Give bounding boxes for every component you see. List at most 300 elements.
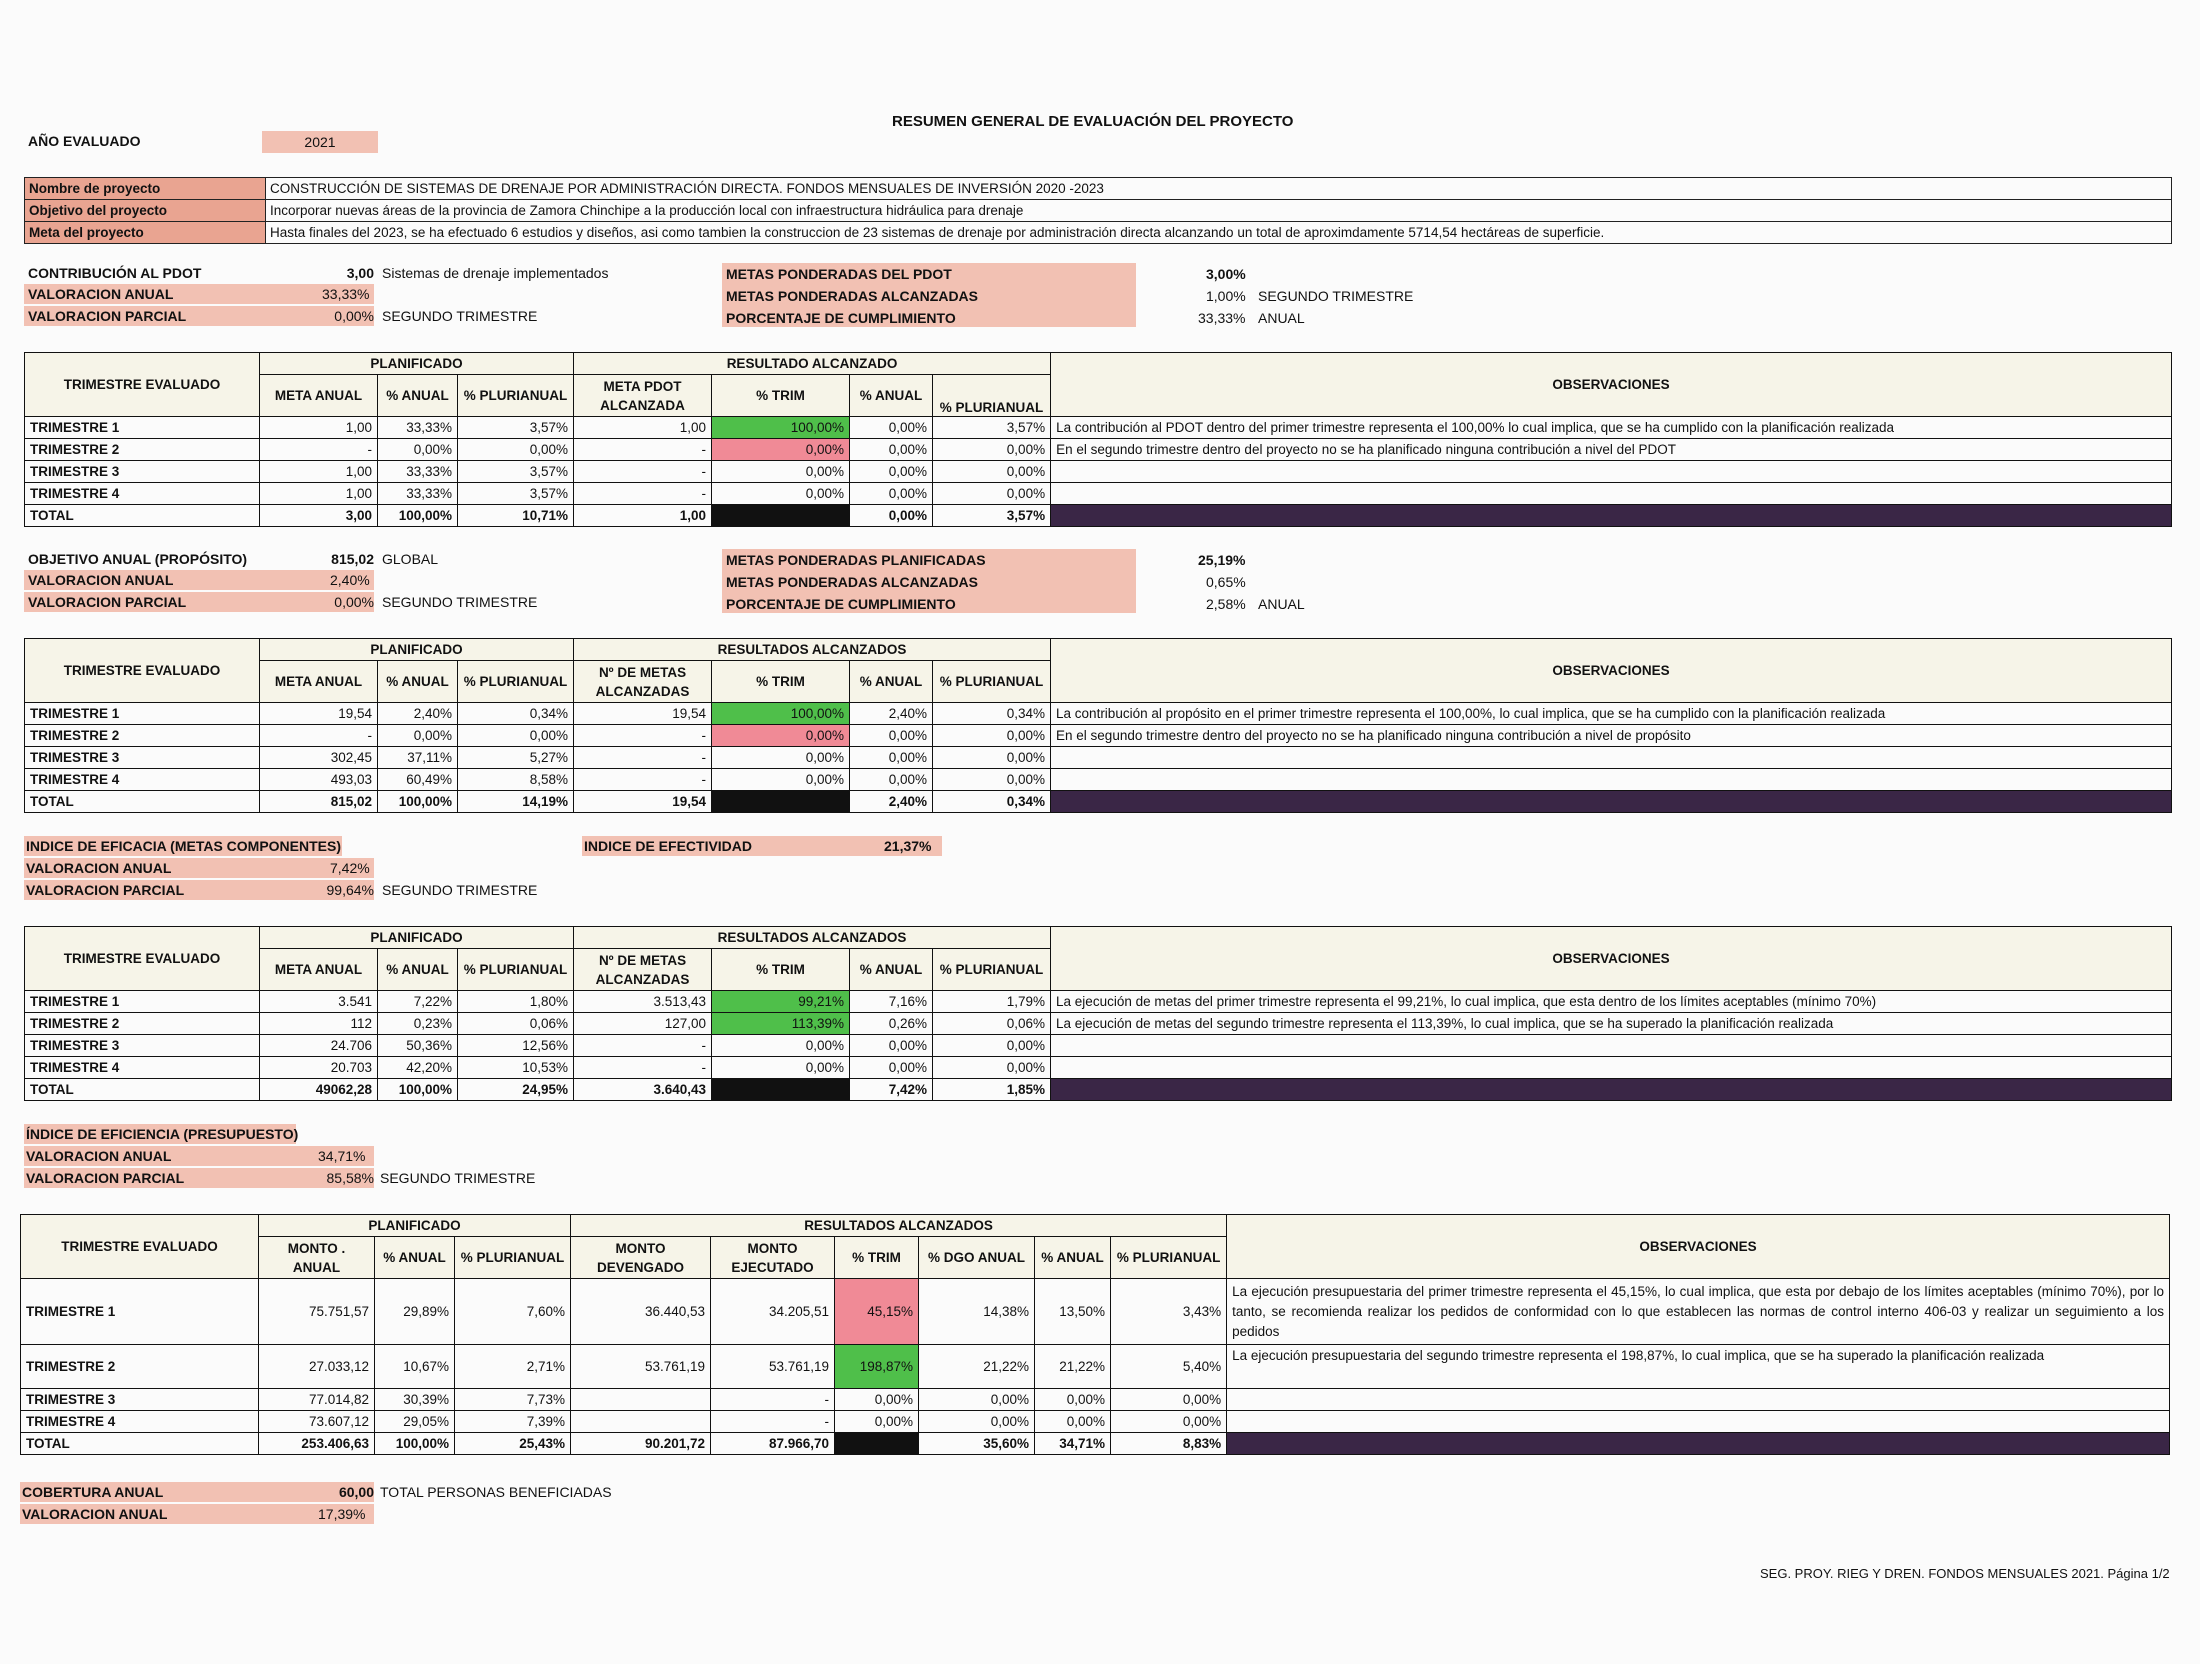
objetivo-anual-label: VALORACION ANUAL	[28, 572, 174, 588]
pct-plurianual-cell: 7,60%	[455, 1279, 571, 1345]
project-objective-row	[25, 200, 2172, 222]
pct-plurianual-res-cell: 5,40%	[1111, 1345, 1227, 1389]
pct-anual-res-cell: 0,00%	[1035, 1389, 1111, 1411]
pct-trim-cell: 0,00%	[712, 483, 850, 505]
pct-anual-res-header: % ANUAL	[850, 661, 933, 703]
pct-plurianual-cell: 7,39%	[455, 1411, 571, 1433]
monto-ejecutado-cell: 87.966,70	[711, 1433, 835, 1455]
pct-anual-res-cell: 7,16%	[850, 991, 933, 1013]
meta-anual-cell: 3,00	[260, 505, 378, 527]
observacion-cell	[1051, 461, 2172, 483]
pct-anual-res-cell: 21,22%	[1035, 1345, 1111, 1389]
observacion-cell	[1051, 747, 2172, 769]
eficacia-anual-label: VALORACION ANUAL	[26, 860, 172, 876]
table-row	[25, 725, 2172, 747]
presupuesto-table-body	[21, 1279, 2170, 1455]
resultados-header: RESULTADOS ALCANZADOS	[571, 1215, 1227, 1237]
pct-plurianual-res-cell: 0,00%	[933, 1035, 1051, 1057]
efectividad-label: INDICE DE EFECTIVIDAD	[584, 838, 753, 854]
planificado-header: PLANIFICADO	[260, 353, 574, 375]
pct-anual-res-header: % ANUAL	[850, 375, 933, 417]
meta-alcanzada-cell: 19,54	[574, 791, 712, 813]
n-metas-header: Nº DE METAS ALCANZADAS	[574, 949, 712, 991]
pct-trim-cell: 0,00%	[712, 439, 850, 461]
planificado-header: PLANIFICADO	[259, 1215, 571, 1237]
pct-anual-cell: 60,49%	[378, 769, 458, 791]
pct-plurianual-res-header: % PLURIANUAL	[933, 949, 1051, 991]
monto-ejecutado-header: MONTO EJECUTADO	[711, 1237, 835, 1279]
objetivo-sub: GLOBAL	[382, 551, 439, 567]
objetivo-alcanzadas-value: 0,65%	[1206, 574, 1246, 590]
pct-dgo-cell: 35,60%	[919, 1433, 1035, 1455]
pct-trim-cell: 113,39%	[712, 1013, 850, 1035]
planificado-header: PLANIFICADO	[260, 927, 574, 949]
pct-anual-cell: 0,00%	[378, 725, 458, 747]
monto-anual-header: MONTO . ANUAL	[259, 1237, 375, 1279]
observacion-cell: La contribución al propósito en el primer trimestre representa el 100,00%, lo cual implica, que se ha cumplido con la planificación realizada	[1051, 703, 2172, 725]
trimestre-cell: TRIMESTRE 1	[25, 991, 260, 1013]
pct-trim-cell	[835, 1433, 919, 1455]
pct-trim-cell: 0,00%	[835, 1389, 919, 1411]
objetivo-label: OBJETIVO ANUAL (PROPÓSITO)	[28, 551, 248, 567]
pct-dgo-cell: 14,38%	[919, 1279, 1035, 1345]
trimestre-cell: TRIMESTRE 2	[25, 439, 260, 461]
pct-plurianual-res-cell: 0,00%	[933, 439, 1051, 461]
project-name-key: Nombre de proyecto	[25, 178, 266, 200]
pdot-cumplimiento-label: PORCENTAJE DE CUMPLIMIENTO	[726, 310, 956, 326]
observacion-cell: En el segundo trimestre dentro del proyecto no se ha planificado ninguna contribución a nivel de propósito	[1051, 725, 2172, 747]
pct-plurianual-cell: 0,06%	[458, 1013, 574, 1035]
metas-componentes-table	[24, 926, 2172, 1101]
meta-alcanzada-cell: 3.640,43	[574, 1079, 712, 1101]
table-row	[25, 439, 2172, 461]
pct-anual-cell: 33,33%	[378, 417, 458, 439]
pct-trim-cell	[712, 1079, 850, 1101]
trimestre-cell: TRIMESTRE 1	[25, 417, 260, 439]
meta-pdot-header: META PDOT ALCANZADA	[574, 375, 712, 417]
pct-plurianual-res-cell: 0,06%	[933, 1013, 1051, 1035]
cobertura-sub: TOTAL PERSONAS BENEFICIADAS	[380, 1484, 612, 1500]
pct-trim-cell: 99,21%	[712, 991, 850, 1013]
trimestre-header: TRIMESTRE EVALUADO	[21, 1215, 259, 1279]
pct-plurianual-res-cell: 0,00%	[933, 461, 1051, 483]
pct-plurianual-res-cell: 0,00%	[933, 483, 1051, 505]
pct-anual-cell: 29,89%	[375, 1279, 455, 1345]
trimestre-header: TRIMESTRE EVALUADO	[25, 353, 260, 417]
pct-anual-res-cell: 2,40%	[850, 703, 933, 725]
pct-plurianual-cell: 3,57%	[458, 483, 574, 505]
eficiencia-anual-label: VALORACION ANUAL	[26, 1148, 172, 1164]
pct-anual-cell: 50,36%	[378, 1035, 458, 1057]
pct-trim-header: % TRIM	[712, 949, 850, 991]
objetivo-cumplimiento-value: 2,58%	[1206, 596, 1246, 612]
observaciones-header: OBSERVACIONES	[1227, 1215, 2170, 1279]
eficacia-parcial-value: 99,64%	[326, 882, 374, 898]
pct-dgo-cell: 0,00%	[919, 1389, 1035, 1411]
meta-anual-cell: 112	[260, 1013, 378, 1035]
pct-anual-res-header: % ANUAL	[1035, 1237, 1111, 1279]
monto-anual-cell: 253.406,63	[259, 1433, 375, 1455]
total-row	[25, 505, 2172, 527]
pct-anual-cell: 7,22%	[378, 991, 458, 1013]
meta-anual-cell: 19,54	[260, 703, 378, 725]
observacion-cell: La ejecución presupuestaria del primer trimestre representa el 45,15%, lo cual implica, que esta por debajo de los límites aceptables (mínimo 70%), por lo tanto, se recomienda realizar los pedidos de conformidad con lo que establecen las normas de control interno 406-03 y realizar un seguimiento a los pedidos	[1227, 1279, 2170, 1345]
observacion-cell: La ejecución de metas del primer trimestre representa el 99,21%, lo cual implica, que esta dentro de los límites aceptables (mínimo 70%)	[1051, 991, 2172, 1013]
pct-plurianual-cell: 10,71%	[458, 505, 574, 527]
pct-trim-cell	[712, 505, 850, 527]
meta-anual-cell: 3.541	[260, 991, 378, 1013]
observacion-cell	[1227, 1389, 2170, 1411]
trimestre-cell: TOTAL	[21, 1433, 259, 1455]
trimestre-cell: TRIMESTRE 1	[25, 703, 260, 725]
meta-anual-header: META ANUAL	[260, 375, 378, 417]
table-row	[21, 1411, 2170, 1433]
meta-anual-header: META ANUAL	[260, 949, 378, 991]
pct-plurianual-res-header: % PLURIANUAL	[933, 375, 1051, 417]
pdot-metas-label: METAS PONDERADAS DEL PDOT	[726, 266, 952, 282]
pct-plurianual-cell: 8,58%	[458, 769, 574, 791]
pdot-alcanzadas-sub: SEGUNDO TRIMESTRE	[1258, 288, 1414, 304]
pct-trim-cell: 0,00%	[712, 769, 850, 791]
pct-plurianual-res-cell: 0,34%	[933, 791, 1051, 813]
page-footer: SEG. PROY. RIEG Y DREN. FONDOS MENSUALES 2021. Página 1/2	[1760, 1566, 2170, 1581]
pct-trim-cell: 0,00%	[712, 725, 850, 747]
trimestre-cell: TOTAL	[25, 1079, 260, 1101]
project-name-value: CONSTRUCCIÓN DE SISTEMAS DE DRENAJE POR ADMINISTRACIÓN DIRECTA. FONDOS MENSUALES DE INVERSIÓN 2020 -2023	[266, 178, 2172, 200]
n-metas-header: Nº DE METAS ALCANZADAS	[574, 661, 712, 703]
pct-plurianual-cell: 14,19%	[458, 791, 574, 813]
pct-anual-res-cell: 34,71%	[1035, 1433, 1111, 1455]
meta-anual-cell: 24.706	[260, 1035, 378, 1057]
cobertura-anual-value: 17,39%	[318, 1506, 366, 1522]
objetivo-cumplimiento-label: PORCENTAJE DE CUMPLIMIENTO	[726, 596, 956, 612]
pct-plurianual-cell: 25,43%	[455, 1433, 571, 1455]
pct-anual-cell: 100,00%	[375, 1433, 455, 1455]
table-row	[21, 1345, 2170, 1389]
eficiencia-parcial-sub: SEGUNDO TRIMESTRE	[380, 1170, 536, 1186]
eficacia-anual-value: 7,42%	[330, 860, 370, 876]
monto-ejecutado-cell: 53.761,19	[711, 1345, 835, 1389]
pct-trim-cell: 45,15%	[835, 1279, 919, 1345]
proposito-table	[24, 638, 2172, 813]
pct-anual-cell: 29,05%	[375, 1411, 455, 1433]
meta-alcanzada-cell: 127,00	[574, 1013, 712, 1035]
objetivo-value: 815,02	[331, 551, 374, 567]
table-row	[25, 483, 2172, 505]
monto-devengado-cell	[571, 1389, 711, 1411]
observacion-cell	[1051, 505, 2172, 527]
eficacia-parcial-sub: SEGUNDO TRIMESTRE	[382, 882, 538, 898]
pct-plurianual-res-cell: 8,83%	[1111, 1433, 1227, 1455]
pct-anual-cell: 33,33%	[378, 461, 458, 483]
trimestre-header: TRIMESTRE EVALUADO	[25, 639, 260, 703]
page-title: RESUMEN GENERAL DE EVALUACIÓN DEL PROYECTO	[892, 113, 1294, 130]
pct-anual-res-cell: 0,00%	[850, 725, 933, 747]
pdot-value: 3,00	[346, 265, 374, 281]
pdot-table-body	[25, 417, 2172, 527]
meta-alcanzada-cell: 19,54	[574, 703, 712, 725]
table-row	[25, 417, 2172, 439]
meta-anual-cell: -	[260, 439, 378, 461]
pct-plurianual-cell: 10,53%	[458, 1057, 574, 1079]
pct-plurianual-res-cell: 3,57%	[933, 505, 1051, 527]
meta-alcanzada-cell: -	[574, 769, 712, 791]
pct-plurianual-res-cell: 0,00%	[1111, 1389, 1227, 1411]
pct-anual-res-cell: 0,00%	[850, 483, 933, 505]
trimestre-cell: TOTAL	[25, 505, 260, 527]
pct-anual-res-cell: 0,00%	[850, 769, 933, 791]
pct-plurianual-res-cell: 0,00%	[933, 769, 1051, 791]
pct-trim-cell: 0,00%	[712, 461, 850, 483]
pct-plurianual-res-header: % PLURIANUAL	[933, 661, 1051, 703]
resultado-header: RESULTADO ALCANZADO	[574, 353, 1051, 375]
pct-plurianual-res-header: % PLURIANUAL	[1111, 1237, 1227, 1279]
total-row	[25, 1079, 2172, 1101]
observacion-cell: La ejecución presupuestaria del segundo trimestre representa el 198,87%, lo cual implica, que se ha superado la planificación realizada	[1227, 1345, 2170, 1389]
pdot-parcial-label: VALORACION PARCIAL	[28, 308, 187, 324]
meta-anual-cell: 1,00	[260, 483, 378, 505]
objetivo-parcial-sub: SEGUNDO TRIMESTRE	[382, 594, 538, 610]
pct-anual-res-cell: 0,00%	[850, 747, 933, 769]
pdot-anual-value: 33,33%	[322, 286, 370, 302]
pct-plurianual-cell: 2,71%	[455, 1345, 571, 1389]
monto-anual-cell: 27.033,12	[259, 1345, 375, 1389]
monto-devengado-cell: 90.201,72	[571, 1433, 711, 1455]
pct-trim-cell: 0,00%	[835, 1411, 919, 1433]
pct-anual-res-cell: 0,00%	[1035, 1411, 1111, 1433]
trimestre-cell: TRIMESTRE 4	[25, 769, 260, 791]
observaciones-header: OBSERVACIONES	[1051, 927, 2172, 991]
observacion-cell	[1051, 1057, 2172, 1079]
pct-anual-res-cell: 0,00%	[850, 417, 933, 439]
eficacia-label: INDICE DE EFICACIA (METAS COMPONENTES)	[26, 838, 342, 854]
table-row	[25, 747, 2172, 769]
observacion-cell	[1051, 791, 2172, 813]
observacion-cell	[1051, 769, 2172, 791]
observacion-cell	[1227, 1433, 2170, 1455]
trimestre-header: TRIMESTRE EVALUADO	[25, 927, 260, 991]
pct-anual-cell: 37,11%	[378, 747, 458, 769]
pdot-alcanzadas-value: 1,00%	[1206, 288, 1246, 304]
pct-plurianual-header: % PLURIANUAL	[458, 661, 574, 703]
table-row	[25, 1057, 2172, 1079]
pct-anual-cell: 2,40%	[378, 703, 458, 725]
project-name-row	[25, 178, 2172, 200]
meta-alcanzada-cell: 3.513,43	[574, 991, 712, 1013]
project-goal-row	[25, 222, 2172, 244]
anio-label: AÑO EVALUADO	[28, 133, 141, 149]
meta-alcanzada-cell: 1,00	[574, 417, 712, 439]
pct-plurianual-cell: 3,57%	[458, 417, 574, 439]
anio-value: 2021	[262, 131, 378, 153]
monto-devengado-header: MONTO DEVENGADO	[571, 1237, 711, 1279]
observacion-cell	[1227, 1411, 2170, 1433]
eficiencia-parcial-value: 85,58%	[326, 1170, 374, 1186]
pct-anual-cell: 33,33%	[378, 483, 458, 505]
pct-trim-cell: 198,87%	[835, 1345, 919, 1389]
monto-devengado-cell: 53.761,19	[571, 1345, 711, 1389]
pct-plurianual-cell: 24,95%	[458, 1079, 574, 1101]
pct-trim-cell: 100,00%	[712, 703, 850, 725]
objetivo-cumplimiento-sub: ANUAL	[1258, 596, 1305, 612]
meta-anual-cell: 49062,28	[260, 1079, 378, 1101]
monto-ejecutado-cell: -	[711, 1389, 835, 1411]
objetivo-planificadas-label: METAS PONDERADAS PLANIFICADAS	[726, 552, 986, 568]
table-row	[25, 461, 2172, 483]
meta-anual-cell: 302,45	[260, 747, 378, 769]
pct-plurianual-header: % PLURIANUAL	[458, 949, 574, 991]
pdot-cumplimiento-value: 33,33%	[1198, 310, 1246, 326]
pct-anual-res-cell: 0,00%	[850, 439, 933, 461]
pdot-table	[24, 352, 2172, 527]
pdot-sub: Sistemas de drenaje implementados	[382, 265, 609, 281]
project-objective-value: Incorporar nuevas áreas de la provincia de Zamora Chinchipe a la producción local con infraestructura hidráulica para drenaje	[266, 200, 2172, 222]
monto-devengado-cell: 36.440,53	[571, 1279, 711, 1345]
table-row	[25, 703, 2172, 725]
pct-anual-header: % ANUAL	[375, 1237, 455, 1279]
trimestre-cell: TRIMESTRE 1	[21, 1279, 259, 1345]
meta-alcanzada-cell: -	[574, 439, 712, 461]
meta-alcanzada-cell: -	[574, 461, 712, 483]
observaciones-header: OBSERVACIONES	[1051, 639, 2172, 703]
pct-anual-header: % ANUAL	[378, 661, 458, 703]
table-row	[21, 1279, 2170, 1345]
cobertura-anual-label: VALORACION ANUAL	[22, 1506, 168, 1522]
objetivo-anual-value: 2,40%	[330, 572, 370, 588]
monto-anual-cell: 73.607,12	[259, 1411, 375, 1433]
trimestre-cell: TRIMESTRE 4	[25, 1057, 260, 1079]
meta-anual-cell: 815,02	[260, 791, 378, 813]
resultados-header: RESULTADOS ALCANZADOS	[574, 927, 1051, 949]
trimestre-cell: TRIMESTRE 4	[21, 1411, 259, 1433]
pdot-parcial-sub: SEGUNDO TRIMESTRE	[382, 308, 538, 324]
pct-trim-header: % TRIM	[712, 661, 850, 703]
resultados-header: RESULTADOS ALCANZADOS	[574, 639, 1051, 661]
observacion-cell	[1051, 483, 2172, 505]
monto-anual-cell: 77.014,82	[259, 1389, 375, 1411]
pct-plurianual-cell: 1,80%	[458, 991, 574, 1013]
pct-plurianual-cell: 5,27%	[458, 747, 574, 769]
pct-anual-cell: 100,00%	[378, 1079, 458, 1101]
observacion-cell	[1051, 1035, 2172, 1057]
trimestre-cell: TRIMESTRE 4	[25, 483, 260, 505]
meta-anual-cell: 20.703	[260, 1057, 378, 1079]
pct-dgo-cell: 0,00%	[919, 1411, 1035, 1433]
metas-componentes-table-body	[25, 991, 2172, 1101]
pct-trim-header: % TRIM	[712, 375, 850, 417]
pct-anual-header: % ANUAL	[378, 375, 458, 417]
observaciones-header: OBSERVACIONES	[1051, 353, 2172, 417]
table-row	[25, 1035, 2172, 1057]
pct-trim-header: % TRIM	[835, 1237, 919, 1279]
monto-ejecutado-cell: 34.205,51	[711, 1279, 835, 1345]
pct-plurianual-cell: 3,57%	[458, 461, 574, 483]
pct-anual-res-header: % ANUAL	[850, 949, 933, 991]
proposito-table-body	[25, 703, 2172, 813]
monto-anual-cell: 75.751,57	[259, 1279, 375, 1345]
pct-anual-cell: 42,20%	[378, 1057, 458, 1079]
meta-anual-cell: -	[260, 725, 378, 747]
pct-anual-cell: 0,00%	[378, 439, 458, 461]
pdot-anual-label: VALORACION ANUAL	[28, 286, 174, 302]
observacion-cell	[1051, 1079, 2172, 1101]
pct-plurianual-res-cell: 0,00%	[933, 747, 1051, 769]
project-goal-value: Hasta finales del 2023, se ha efectuado 6 estudios y diseños, asi como tambien la construccion de 23 sistemas de drenaje por administración directa alcanzando un total de aproximdamente 5714,54 hectáreas de superficie.	[266, 222, 2172, 244]
presupuesto-table	[20, 1214, 2170, 1455]
objetivo-parcial-label: VALORACION PARCIAL	[28, 594, 187, 610]
project-info-table	[24, 177, 2172, 244]
pct-anual-res-cell: 0,00%	[850, 1035, 933, 1057]
monto-ejecutado-cell: -	[711, 1411, 835, 1433]
trimestre-cell: TRIMESTRE 2	[25, 725, 260, 747]
objetivo-planificadas-value: 25,19%	[1198, 552, 1246, 568]
meta-anual-header: META ANUAL	[260, 661, 378, 703]
pct-plurianual-header: % PLURIANUAL	[455, 1237, 571, 1279]
pct-anual-res-cell: 0,00%	[850, 505, 933, 527]
pdot-cumplimiento-sub: ANUAL	[1258, 310, 1305, 326]
table-row	[25, 1013, 2172, 1035]
meta-anual-cell: 1,00	[260, 461, 378, 483]
efectividad-value: 21,37%	[884, 838, 932, 854]
eficacia-parcial-label: VALORACION PARCIAL	[26, 882, 185, 898]
meta-alcanzada-cell: 1,00	[574, 505, 712, 527]
trimestre-cell: TRIMESTRE 2	[25, 1013, 260, 1035]
cobertura-value: 60,00	[338, 1484, 374, 1500]
table-row	[25, 991, 2172, 1013]
pct-plurianual-cell: 12,56%	[458, 1035, 574, 1057]
trimestre-cell: TRIMESTRE 2	[21, 1345, 259, 1389]
project-goal-key: Meta del proyecto	[25, 222, 266, 244]
pct-plurianual-res-cell: 3,43%	[1111, 1279, 1227, 1345]
pct-anual-cell: 100,00%	[378, 791, 458, 813]
trimestre-cell: TRIMESTRE 3	[25, 1035, 260, 1057]
objetivo-alcanzadas-label: METAS PONDERADAS ALCANZADAS	[726, 574, 978, 590]
pct-anual-res-cell: 0,26%	[850, 1013, 933, 1035]
monto-devengado-cell	[571, 1411, 711, 1433]
pct-plurianual-res-cell: 3,57%	[933, 417, 1051, 439]
planificado-header: PLANIFICADO	[260, 639, 574, 661]
pct-trim-cell	[712, 791, 850, 813]
meta-alcanzada-cell: -	[574, 1057, 712, 1079]
pct-trim-cell: 0,00%	[712, 747, 850, 769]
pct-plurianual-header: % PLURIANUAL	[458, 375, 574, 417]
pct-anual-cell: 100,00%	[378, 505, 458, 527]
pct-trim-cell: 0,00%	[712, 1035, 850, 1057]
pct-plurianual-res-cell: 0,00%	[933, 725, 1051, 747]
meta-anual-cell: 493,03	[260, 769, 378, 791]
objetivo-parcial-value: 0,00%	[334, 594, 374, 610]
observacion-cell: En el segundo trimestre dentro del proyecto no se ha planificado ninguna contribución a nivel del PDOT	[1051, 439, 2172, 461]
pct-plurianual-cell: 0,00%	[458, 725, 574, 747]
meta-anual-cell: 1,00	[260, 417, 378, 439]
pct-trim-cell: 0,00%	[712, 1057, 850, 1079]
pct-plurianual-res-cell: 0,34%	[933, 703, 1051, 725]
pdot-alcanzadas-label: METAS PONDERADAS ALCANZADAS	[726, 288, 978, 304]
pct-anual-res-cell: 0,00%	[850, 1057, 933, 1079]
trimestre-cell: TRIMESTRE 3	[25, 461, 260, 483]
pct-anual-cell: 0,23%	[378, 1013, 458, 1035]
pct-anual-res-cell: 13,50%	[1035, 1279, 1111, 1345]
cobertura-label: COBERTURA ANUAL	[22, 1484, 164, 1500]
pct-plurianual-res-cell: 1,79%	[933, 991, 1051, 1013]
table-row	[21, 1389, 2170, 1411]
trimestre-cell: TOTAL	[25, 791, 260, 813]
pct-plurianual-cell: 0,34%	[458, 703, 574, 725]
meta-alcanzada-cell: -	[574, 747, 712, 769]
trimestre-cell: TRIMESTRE 3	[25, 747, 260, 769]
pct-plurianual-cell: 7,73%	[455, 1389, 571, 1411]
eficiencia-anual-value: 34,71%	[318, 1148, 366, 1164]
